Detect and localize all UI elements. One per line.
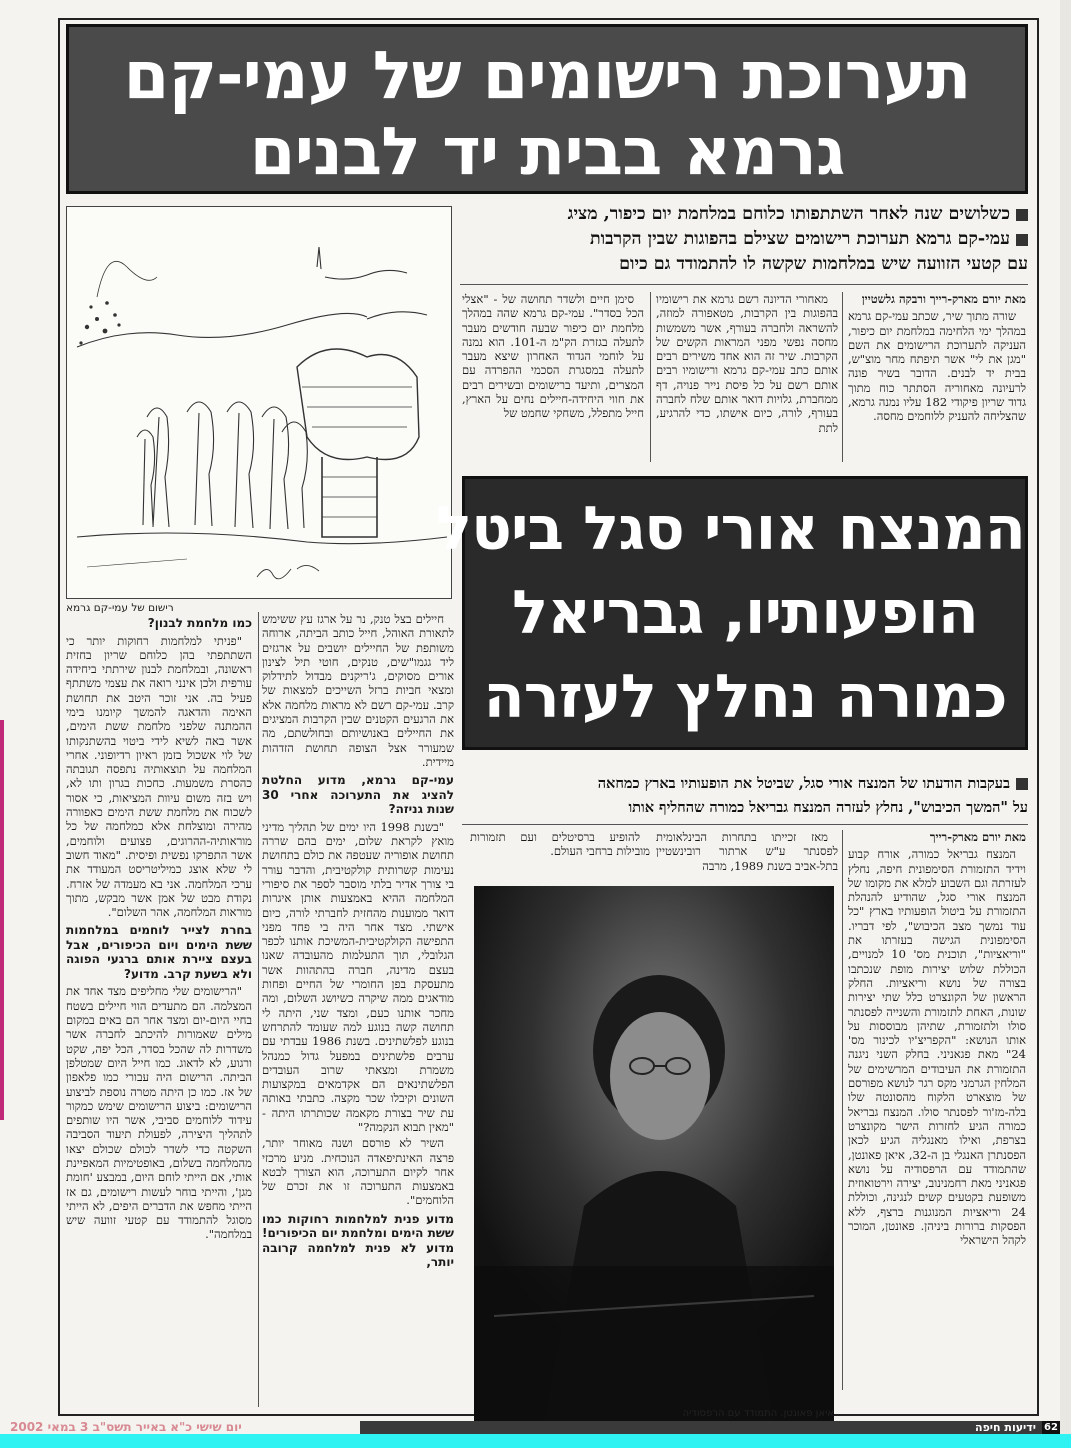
paragraph: "פניתי למלחמות רחוקות יותר כי השתתפתי בהן כלוחם שריון בחזית ראשונה, ובמלחמת לבנון שירתתי ביחידה עורפית ולכן אינני רואה את עצמי משתתף פעיל בה. אני זוכר היטב את תחושת האימה והדאגה להמשך קיומנו בימי ההמתנה שלפני מלחמת ששת הימים, אשר באה לשיא לידי ביטוי בהשתנקותו של לוי אשכול בזמן ראיון רדיופוני. אחרי המלחמה על תוצאותיה נתפסה תגובתה כהסרת משמעות. כחכות בגרון ותו לא, ויש בזה משום עיוות המציאות, כי אסור לשכוח את מלחמת ששת הימים כאפוורה מהירה ומוצלחת אלא כמלחמה של כל מוראותיה-ההרוגים, פצועים ולוחמים, אשר התפרקו נפשית ופיסית. "מאוד חשוב לי שלא אוצג כמיליטריסט המעודד את ערכי המלחמה. אני בא מעמדה של אזרח. נקודת מבט של אמן אשר מבקש, מתוך מוראות המלחמה, אהר השלום".	[66, 633, 252, 920]
bullet-square-icon	[1016, 778, 1028, 790]
article-exhibition-cont-col-a	[262, 612, 454, 1407]
byline: מאת יורם מארק-רייך ורבקה גלשטיין	[861, 292, 1026, 306]
bullet-square-icon	[1016, 234, 1028, 246]
article-conductor-col-3	[470, 830, 650, 878]
bullet-square-icon	[1016, 209, 1028, 221]
interview-question: מדוע פנית למלחמות רחוקות כמו ששת הימים ומלחמת יום הכיפורים! מדוע לא פנית למלחמה קרובה יותר,	[262, 1211, 454, 1270]
column-rule	[842, 292, 843, 462]
page-edge	[1060, 0, 1071, 1448]
headline-exhibition	[66, 24, 1028, 194]
paragraph: מאז זכייתו בתחרות הבינלאומית לפסנתר ע"ש ארתור רובינשטיין בתל-אביב בשנת 1989, מרבה	[656, 830, 838, 873]
column-rule	[842, 830, 843, 1390]
divider	[462, 824, 1028, 825]
paragraph: מאחורי הדיונה רשם גרמא את רישומיו בהפוגות בין הקרבות, מטאפורה למוזה, להשראה ולחברה בעורף, אשר משמשות מחסה נפשי מפני המראות הקשים של הקרבות. שיר זה הוא אחד משירים רבים אותם כתב עמי-קם גרמא ורישומיו רבים אותם רשם על כל פיסת נייר פנויה, דף ממחברת, גלויות דואר אותם שלח לחברה בעורף, לורה, כיום אישתו, כדי להרגיע, לתת	[656, 292, 838, 435]
paragraph: המנצח גבריאל כמורה, אורח קבוע וידיד התזמורת הסימפונית חיפה, נחלץ לעזרתה וגם השבוע למלא את מקומו של המנצח אורי סגל, שהודיע להנהלת התזמורת על ביטול הופעותיו בארץ "כל עוד נמשך מצב הכיבוש", לפי דבריו. הסימפונית הגישה בעזרתו את "וריאציות", תוכנית מס' 10 למנויים, הכוללת שלוש יצירות מופת שנכתבו בצורה של נושא וריאציות. החלק הראשון של הקונצרט כלל שתי יצירות שונות, האחת לתזמורת והשנייה לפסנתר סולו ולתזמורת, שתיהן מבוססות על אותו הנושא: "הקפריצ'יו לכינור מס' 24" מאת פגאניני. בחלק השני ניגנה התזמורת את העיבודים המרשימים של המלחין הגרמני מקס רגר לנושא מפורסם של מוצארט הלקוח מהסונטה שלו בלה-מז'ור לפסנתר סולו. המנצח גבריאל כמורה הגיע לחזרות הישר מקונצרט בצרפת, ואילו מאנגליה הגיע לכאן הפסנתרן האנגלי בן ה-32, איאן פאונטן, שהתמודד עם הרפסודיה על נושא פגאניני מאת רחמנינוב, יצירה וירטואוזית משופעת בקטעים קשים לנגינה, וכוללת 24 וריאציות המנוגנות ברצף, ללא הפסקות ברורות ביניהן. פאונטן, המוכר לקהל הישראלי	[848, 847, 1026, 1248]
headline-line-2: גרמא בבית יד לבנים	[249, 113, 845, 190]
paragraph: חיילים בצל טנק, נר על ארגז עץ ששימש לתאורת האוהל, חייל כותב הביתה, ארוחה משותפת של החיילים יושבים על ארגזים ליד גגמו"שים, טנקים, חוטי תיל לצינון אורים מסוקים, ג'ריקנים מבדול לתידלוק ומצאי חביות ברזל השייכים למצאות של קרב. עמי-קם רשם לא מראות מלחמה אלא את הרגעים הקטנים שבין הקרבות המציגים את החיילים באנושיותם ובחולשתם, מה שמעורר אצל הצופה תחושת הזדהות מיידית.	[262, 612, 454, 769]
interview-question: בחרת לצייר לוחמים במלחמות ששת הימים ויום הכיפורים, אבל בעצם ציירת אותם ברגעי הפוגה ולא בשעת קרב. מדוע?	[66, 923, 252, 981]
lead-line-1: כשלושים שנה לאחר השתתפותו כלוחם במלחמת יום כיפור, מציג	[460, 202, 1028, 227]
interview-question: כמו מלחמת לבנון?	[147, 616, 252, 630]
lead-line-3: עם קטעי הזוועה שיש במלחמות שקשה לו להתמודד גם כיום	[619, 254, 1028, 274]
scan-bottom-bar	[0, 1434, 1071, 1448]
article-conductor-col-1	[848, 830, 1026, 1390]
interview-question: עמי-קם גרמא, מדוע החלטת להציג את התערוכה אחרי 30 שנות גניזה?	[262, 773, 454, 817]
paragraph: "בשנת 1998 היו ימים של תהליך מדיני מואץ לקראת שלום, ימים בהם שררה תחושת אופוריה שעטפה את כולם בתחושת נעימות קשרותית קולקטיבית, והדבר עורר בי צורך אדיר בלתי מוסבר לספר את סיפורי המלחמה ההיא באמצעות אותן איגרות דואר ממוענות מהחזית לחברתי לורה, כיום אישתי. מצד אחר היה בי פחד מפני התפישה הקולקטיבית-המשיכת אותנו לכפר הגלובלי, תוך התעלמות מהעובדה שאנו בעצם מדינה, חברה בהתהוות אשר מתעסקת בפן החומרי של החיים ופחות מודאגים ממה שיקרה כשיושג השלום, ומה מחכר אותנו כעם, ומצד שני, היתה לי תחושה קשה בנוגע למה שעומד להתרחש בנוגע לפלשתינים. בשנת 1986 עבדתי עם ערבים פלשתינים במפעל גדול כמנהל משמרת ומצאתי שרוב העובדים הפלשתינאים הם אקדמאים במקצועות השונים וקיבלו שכר מקצה. כתבתי באותה עת שיר בצורת מקאמה שכותרתו היתה - "מאין תבוא הנקמה?"	[262, 819, 454, 1134]
paragraph: השיר לא פורסם ושנה מאוחר יותר, פרצה האינתיפאדה הנוכחית. מניע מרכזי אחר לקיום התערוכה, הוא הצורך לבטא באמצעות התערוכה זו את זכרם של הלוחמים".	[262, 1136, 454, 1208]
page-number: 62	[1042, 1421, 1060, 1434]
paragraph: סימן חיים ולשדר תחושה של - "אצלי הכל בסדר". עמי-קם גרמא שהה במהלך מלחמת יום כיפור שבעה חודשים מעבר לתעלה בגזרת הק"מ ה-101. הוא נמנה על לוחמי הגדוד האחרון שיצא מעבר לתעלה במסגרת הסכמי ההפרדה עם המצרים, ותיעד ברישומים ובשירים רבים את חווי היחידה-חיילים נחים על הארץ, חייל מתפלל, משחקי שחמט של	[462, 292, 644, 421]
column-rule	[258, 612, 259, 1407]
byline: מאת יורם מארק-רייך	[929, 830, 1026, 844]
headline2-line-1: המנצח אורי סגל ביטל	[435, 494, 1025, 564]
lead-line-2: עמי-קם גרמא תערוכת רישומים שצילם בהפוגות שבין הקרבות	[460, 227, 1028, 252]
divider	[460, 284, 1028, 285]
pianist-portrait-image	[474, 886, 834, 1424]
drawing-caption: רישום של עמי-קם גרמא	[66, 602, 174, 614]
article-exhibition-col-2	[656, 292, 838, 464]
paragraph: שורה מתוך שיר, שכתב עמי-קם גרמא במהלך ימי הלחימה במלחמת יום כיפור, העניקה לתערוכת הרישומים את השם "מגן את לי" אשר תיפתח מחר מוצ"ש, בבית יד לבנים. הדובר בשיר פונה לרעיונה מאחוריה הסתתר כוח מתוך גדוד שריון פיקודי 182 עליו נמנה גרמא, שהצליחה להעניק ללוחמים מחסה.	[848, 309, 1026, 424]
accent-stripe	[0, 720, 4, 1120]
headline2-line-3: כמורה נחלץ לעזרה	[483, 662, 1007, 732]
paragraph: "הרישומים שלי מחליפים מצד אחד את המצלמה. הם מתעדים הווי חיילים בשטח בחיי היום-יום ומצד אחר הם באים במקום מילים שאמורות להיכתב לחברה אשר משדרות לה שהכל בסדר, הכל יפה, שקט ורגוע, לא לדאוג. כמו חייל היום שמטלפן הביתה. הרישום היה עבורי כמו פלאפון של אז. כמו כן היתה מטרה נוספת לביצוע הרישומים: ביצוע הרישומים שימש כמקור עידוד ללוחמים סביבי, אשר היו שותפים לתהליך היצירה, לפעולת תיעוד הסביבה השקטה כדי לשדר לכולם שכולם יצאו מהמלחמה בשלום, באופטימיות המאפיינת אותי, אם הייתי לוחם היום, במבצע 'חומת מגן', והייתי בוחר לעשות רישומים, גם אז הייתי מחפש את הדברים היפים, לא הייתי מסוגל להתמודד עם קטעי זוועה שיש במלחמה".	[66, 984, 252, 1242]
article-conductor-col-2	[656, 830, 838, 878]
sketch-drawing	[66, 206, 452, 599]
paragraph: להופיע ברסיטלים ועם תזמורות מובילות ברחבי העולם.	[470, 830, 650, 859]
column-rule	[650, 292, 651, 462]
paper-band	[360, 1421, 1060, 1434]
article-exhibition-cont-col-b	[66, 612, 252, 1407]
lead-exhibition	[460, 202, 1028, 277]
soldiers-sketch-image	[67, 207, 451, 598]
paper-name: ידיעות חיפה	[975, 1421, 1036, 1434]
lead2-line-1: בעקבות הודעתו של המנצח אורי סגל, שביטל את הופעותיו בארץ כמחאה	[462, 772, 1028, 796]
issue-date: יום שישי כ"א באייר תשס"ב 3 במאי 2002	[10, 1420, 242, 1434]
article-exhibition-col-1	[848, 292, 1026, 464]
headline2-line-2: הופעותיו, גבריאל	[512, 578, 978, 648]
lead-conductor	[462, 772, 1028, 820]
lead2-line-2: על "המשך הכיבוש", נחלץ לעזרה המנצח גבריאל כמורה שהחליף אותו	[628, 799, 1028, 816]
photo-caption: איאן פאונטן. התמודד עם הרפסודיה	[682, 1408, 834, 1419]
headline-line-1: תערוכת רישומים של עמי-קם	[123, 37, 971, 114]
article-exhibition-col-3	[462, 292, 644, 464]
headline-conductor	[435, 476, 1028, 750]
pianist-photo	[474, 886, 834, 1424]
